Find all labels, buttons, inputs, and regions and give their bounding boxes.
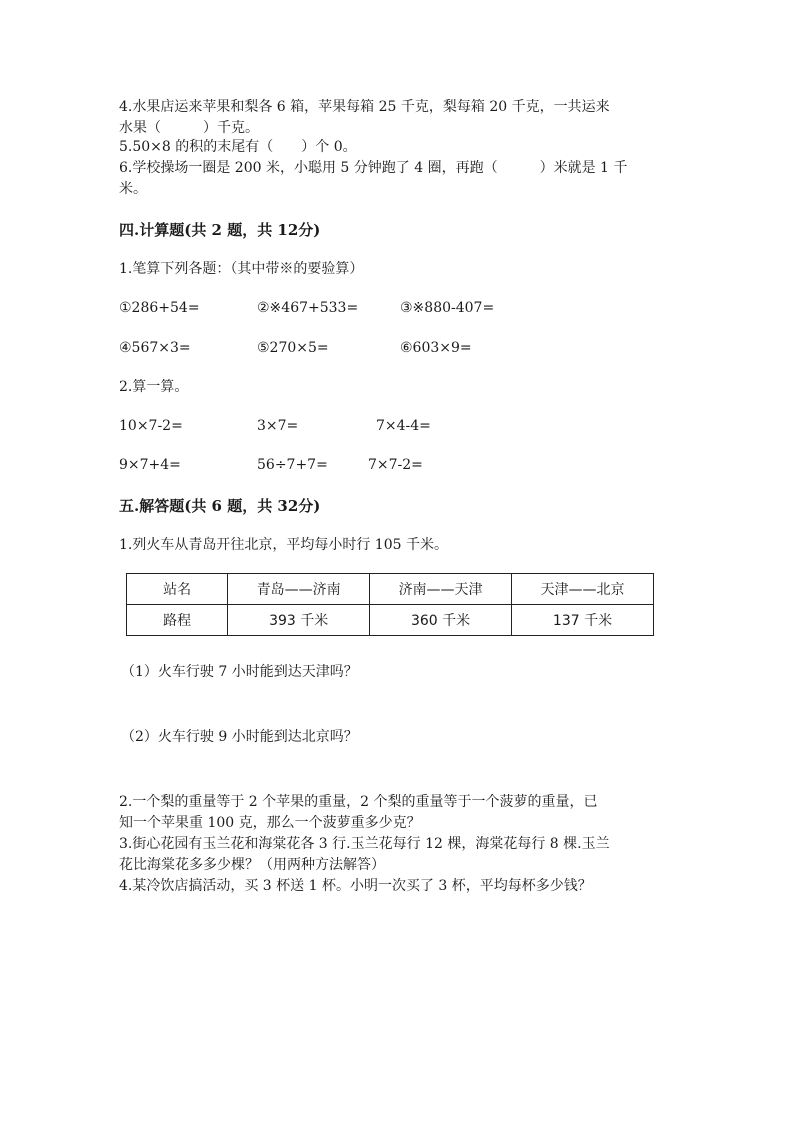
calc-q1-item-3: ③※880-407= <box>400 300 495 316</box>
section-5-title: 五.解答题(共 6 题，共 32分) <box>119 497 321 515</box>
calc-q1-item-2: ②※467+533= <box>257 300 359 316</box>
table-header-cell: 济南——天津 <box>370 574 512 605</box>
calc-q1-title: 1.笔算下列各题：（其中带※的要验算） <box>119 261 364 277</box>
calc-q2-item-5: 56÷7+7= <box>257 457 328 473</box>
calc-q1-item-6: ⑥603×9= <box>400 340 472 356</box>
fill-in-q4-line1: 4.水果店运来苹果和梨各 6 箱，苹果每箱 25 千克，梨每箱 20 千克，一共运来 <box>119 99 610 115</box>
table-cell: 137 千米 <box>512 605 654 636</box>
calc-q2-item-2: 3×7= <box>257 418 299 434</box>
word-q2-line2: 知一个苹果重 100 克，那么一个菠萝重多少克？ <box>119 815 421 831</box>
table-header-cell: 天津——北京 <box>512 574 654 605</box>
word-q3-line2: 花比海棠花多多少棵？（用两种方法解答） <box>119 857 385 873</box>
fill-in-q6-line1: 6.学校操场一圈是 200 米，小聪用 5 分钟跑了 4 圈，再跑（ ）米就是 1 千 <box>119 160 628 176</box>
calc-q2-item-3: 7×4-4= <box>376 418 431 434</box>
word-q4: 4.某冷饮店搞活动，买 3 杯送 1 杯。小明一次买了 3 杯，平均每杯多少钱？ <box>119 878 592 894</box>
word-q1-sub2: （2）火车行驶 9 小时能到达北京吗？ <box>121 729 358 745</box>
fill-in-q6-line2: 米。 <box>119 181 147 197</box>
calc-q2-item-6: 7×7-2= <box>368 457 423 473</box>
word-q1-sub1: （1）火车行驶 7 小时能到达天津吗？ <box>121 664 358 680</box>
word-q3-line1: 3.街心花园有玉兰花和海棠花各 3 行.玉兰花每行 12 棵，海棠花每行 8 棵.玉兰 <box>119 836 610 852</box>
table-cell: 路程 <box>127 605 228 636</box>
calc-q2-title: 2.算一算。 <box>119 379 189 395</box>
calc-q1-item-5: ⑤270×5= <box>257 340 329 356</box>
fill-in-q4-line2: 水果（ ）千克。 <box>119 120 259 136</box>
table-row <box>127 605 654 636</box>
calc-q1-item-1: ①286+54= <box>119 300 200 316</box>
table-header-cell: 站名 <box>127 574 228 605</box>
calc-q1-item-4: ④567×3= <box>119 340 191 356</box>
table-cell: 393 千米 <box>228 605 370 636</box>
section-4-title: 四.计算题(共 2 题，共 12分) <box>119 221 321 239</box>
calc-q2-item-1: 10×7-2= <box>119 418 183 434</box>
calc-q2-item-4: 9×7+4= <box>119 457 181 473</box>
fill-in-q5: 5.50×8 的积的末尾有（ ）个 0。 <box>119 139 357 155</box>
route-table <box>126 573 654 636</box>
table-cell: 360 千米 <box>370 605 512 636</box>
word-q1: 1.列火车从青岛开往北京，平均每小时行 105 千米。 <box>119 537 448 553</box>
table-header-cell: 青岛——济南 <box>228 574 370 605</box>
word-q2-line1: 2.一个梨的重量等于 2 个苹果的重量，2 个梨的重量等于一个菠萝的重量，已 <box>119 794 598 810</box>
table-row <box>127 574 654 605</box>
